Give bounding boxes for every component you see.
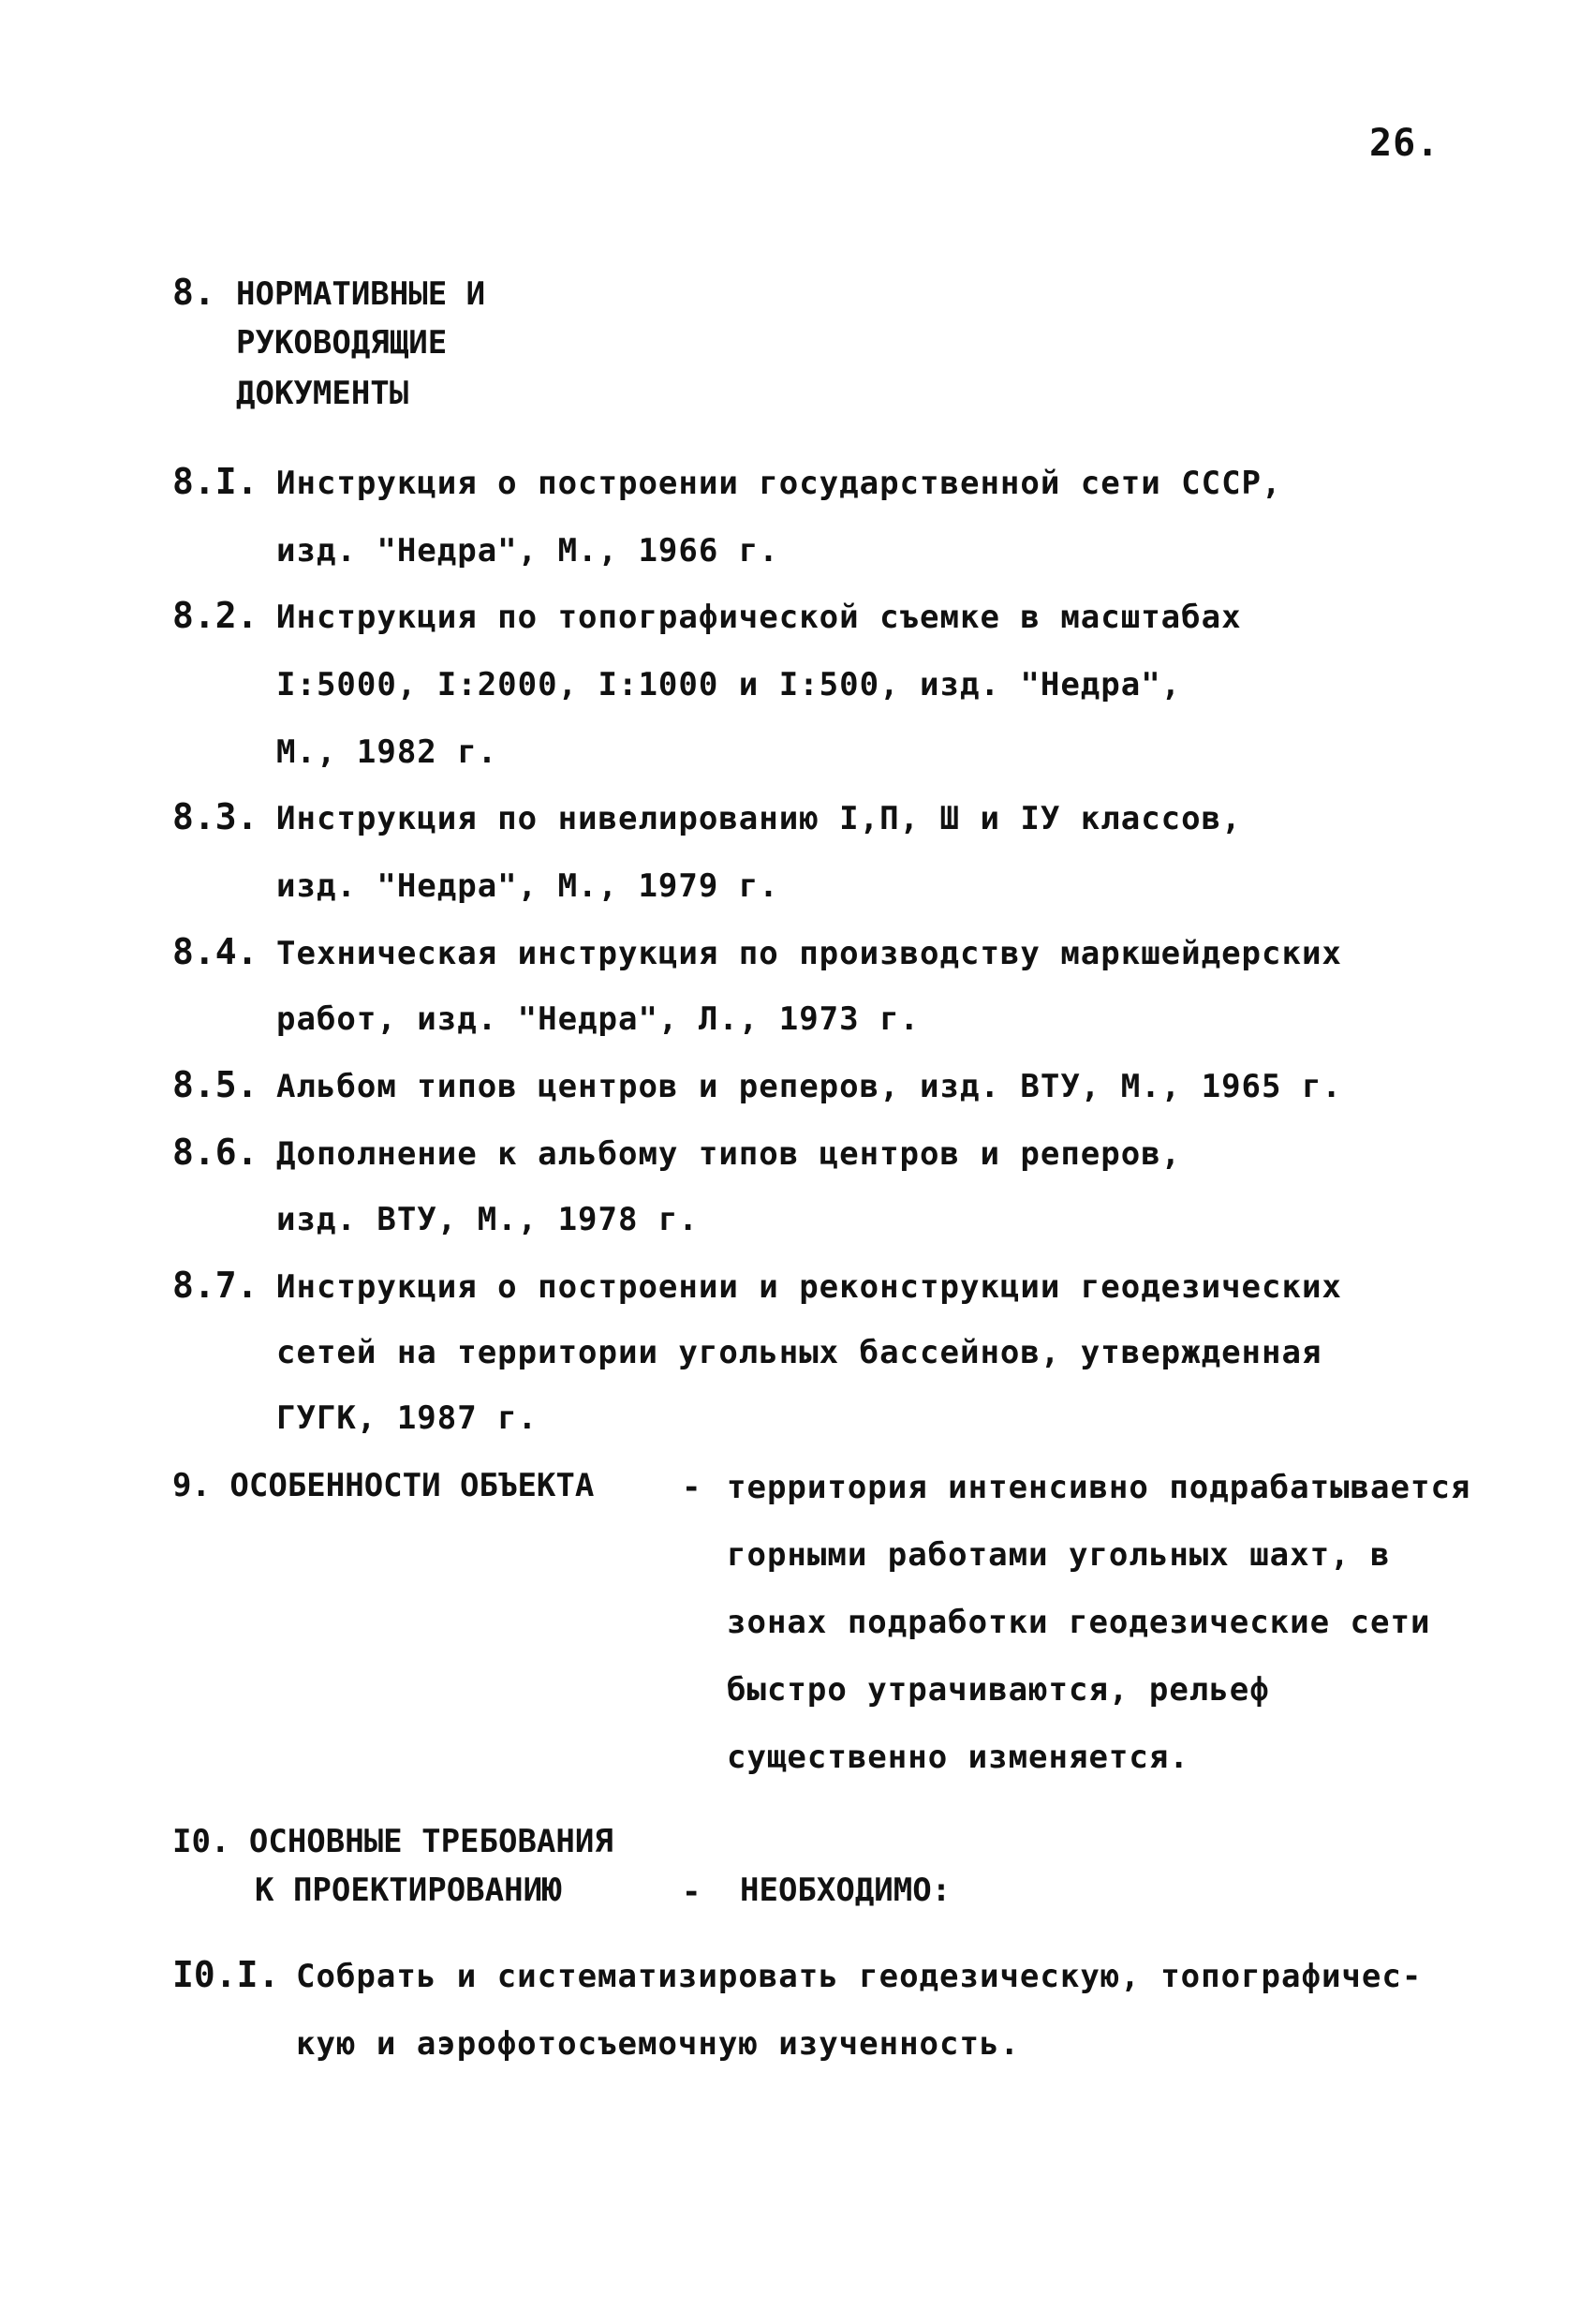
section-8-title-line-2: РУКОВОДЯЩИЕ (236, 324, 448, 362)
section-10-heading: I0. ОСНОВНЫЕ ТРЕБОВАНИЯ (172, 1823, 613, 1860)
section-9-heading: 9. ОСОБЕННОСТИ ОБЪЕКТА (172, 1467, 595, 1504)
item-number: 8.7. (172, 1265, 258, 1306)
item-text-line: Техническая инструкция по производству маркшейдерских (276, 935, 1342, 972)
section-8-title-line-1: НОРМАТИВНЫЕ И (236, 275, 486, 313)
item-number: 8.4. (172, 931, 258, 972)
item-text-line: Дополнение к альбому типов центров и реперов, (276, 1135, 1182, 1173)
section-9-text-line: зонах подработки геодезические сети (727, 1604, 1431, 1641)
section-9-text-line: горными работами угольных шахт, в (727, 1536, 1391, 1574)
item-text-line: работ, изд. "Недра", Л., 1973 г. (276, 1000, 921, 1038)
section-8-number: 8. (172, 272, 215, 313)
section-10-heading-line-2: К ПРОЕКТИРОВАНИЮ (255, 1872, 562, 1909)
section-9-text-line: территория интенсивно подрабатывается (727, 1469, 1471, 1506)
item-text-line: Альбом типов центров и реперов, изд. ВТУ, М., 1965 г. (276, 1068, 1342, 1105)
section-9-text-line: существенно изменяется. (727, 1739, 1189, 1776)
item-number: 8.3. (172, 796, 258, 837)
page-number: 26. (1369, 122, 1440, 165)
section-8-title-line-3: ДОКУМЕНТЫ (236, 375, 409, 412)
item-text-line: М., 1982 г. (276, 733, 498, 771)
item-text-line: ГУГК, 1987 г. (276, 1399, 539, 1437)
item-text-line: Инструкция о построении и реконструкции геодезических (276, 1268, 1342, 1306)
section-10-dash: - (682, 1873, 702, 1911)
section-10-requirement: НЕОБХОДИМО: (740, 1872, 952, 1909)
item-number: 8.2. (172, 595, 258, 636)
item-text-line: I:5000, I:2000, I:1000 и I:500, изд. "Недра", (276, 666, 1182, 703)
item-text-line: сетей на территории угольных бассейнов, утвержденная (276, 1334, 1322, 1371)
item-text-line: изд. "Недра", М., 1979 г. (276, 867, 779, 905)
item-number: 8.I. (172, 461, 258, 502)
item-text-line: изд. "Недра", М., 1966 г. (276, 532, 779, 570)
item-text-line: Собрать и систематизировать геодезическую, топографичес- (296, 1958, 1423, 1995)
item-text-line: Инструкция по топографической съемке в масштабах (276, 599, 1242, 636)
item-text-line: Инструкция о построении государственной сети СССР, (276, 465, 1282, 502)
item-text-line: Инструкция по нивелированию I,П, Ш и IУ классов, (276, 800, 1242, 837)
item-number: 8.5. (172, 1064, 258, 1105)
item-text-line: изд. ВТУ, М., 1978 г. (276, 1201, 699, 1238)
section-9-dash: - (682, 1469, 702, 1506)
item-number: I0.I. (172, 1954, 280, 1995)
item-text-line: кую и аэрофотосъемочную изученность. (296, 2025, 1020, 2063)
section-9-text-line: быстро утрачиваются, рельеф (727, 1671, 1270, 1709)
item-number: 8.6. (172, 1132, 258, 1173)
